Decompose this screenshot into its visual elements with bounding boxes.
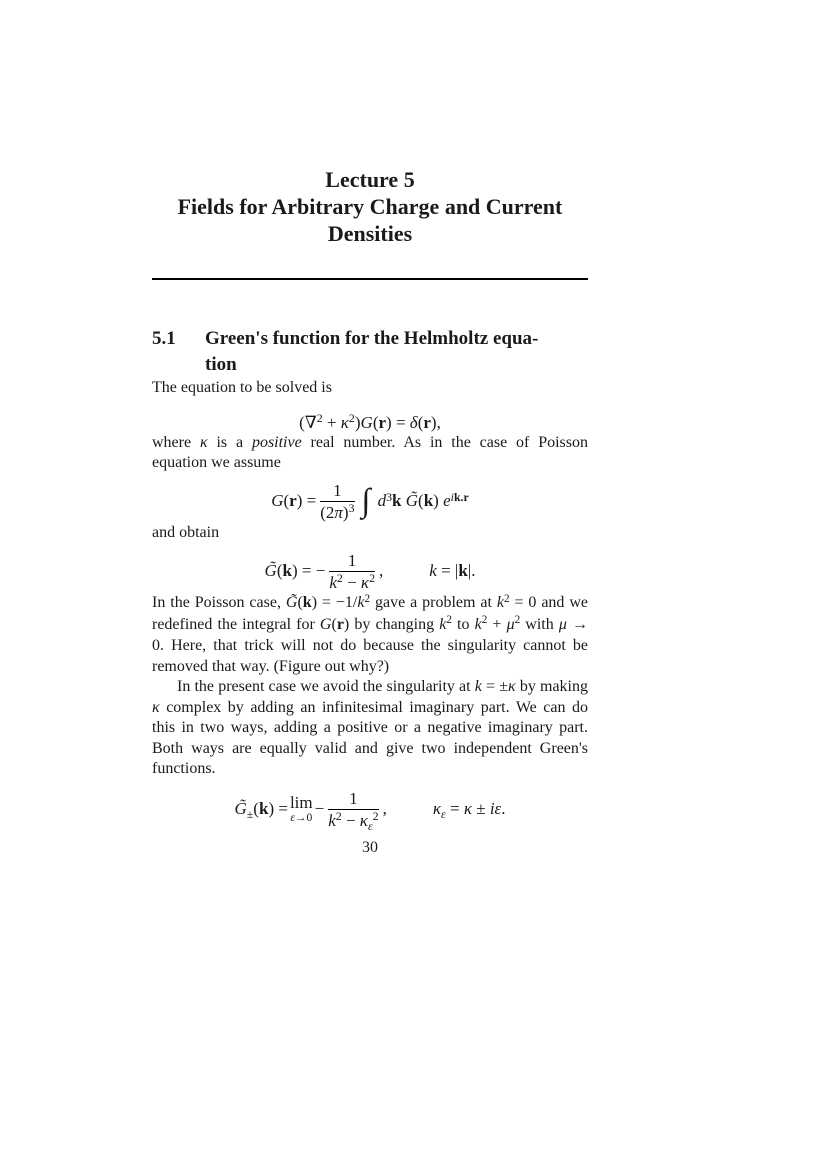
equation-fourier-transform [152, 480, 588, 524]
section-heading [152, 326, 588, 378]
paragraph-poisson-case: In the Poisson case, G̃(k) = $-1/k^2$ gave a problem at $k^2 = 0$ and we redefined the integral for G(r) by changing $k^2$ to $k^2 + \mu^2$ with μ → 0. Here, that trick will not do because the singularity cannot be removed that way. (Figure out why?) [152, 592, 589, 675]
fraction-numerator: 1 [347, 550, 357, 570]
title-rule [152, 278, 588, 280]
chapter-title-line-3: Densities [327, 221, 413, 246]
fraction-denominator: $k^2 - \kappa_\varepsilon^2$ [328, 809, 379, 833]
limit-subscript: ε→0 [290, 811, 313, 825]
section-number: 5.1 [152, 328, 176, 349]
equation-gpm-minus: − [314, 799, 325, 819]
chapter-title [152, 166, 588, 247]
fraction-one-over-k2-kappa2 [329, 550, 375, 594]
equation-helmholtz [152, 413, 588, 433]
equation-helmholtz-body: $(\nabla^2 + \kappa^2)G(r) = \delta(r)$, [299, 411, 441, 432]
paragraph-where-kappa: where κ is a positive real number. As in the case of Poisson equation we assume [152, 433, 588, 471]
equation-gtilde [152, 550, 588, 594]
section-title [205, 326, 538, 378]
integral-sign: ∫ [361, 482, 371, 519]
equation-gtilde-condition: k = |k|. [429, 561, 476, 581]
limit-word: lim [289, 793, 313, 813]
equation-gtilde-comma: , [379, 561, 384, 581]
equation-gpm-lhs: $G̃_\pm(k)$ = [234, 799, 288, 822]
chapter-title-line-1: Lecture 5 [325, 167, 415, 192]
fraction-numerator: 1 [349, 788, 358, 808]
equation-gtilde-lhs: G̃(k) = − [264, 561, 326, 581]
equation-gpm-comma: , [382, 799, 387, 819]
chapter-title-line-2: Fields for Arbitrary Charge and Current [177, 194, 563, 219]
equation-gtilde-plus-minus [152, 788, 588, 832]
text-column [152, 166, 588, 857]
fraction-one-over-2pi-cubed [320, 480, 354, 524]
fraction-numerator: 1 [333, 480, 342, 500]
fraction-denominator: $(2\pi)^3$ [320, 501, 355, 522]
equation-fourier-rhs: $d^3k$ G̃(k) $e^{ik.r}$ [377, 489, 469, 511]
equation-gpm-condition: $\kappa_\varepsilon = \kappa \pm i\varepsilon$. [432, 799, 506, 822]
section-title-line-1: Green's function for the Helmholtz equa- [205, 328, 539, 349]
fraction-one-over-k2-kappa-eps2 [328, 788, 378, 832]
paragraph-present-case: In the present case we avoid the singularity at k = ±κ by making κ complex by adding an infinitesimal imaginary part. We can do this in two ways, adding a positive or a negative imaginary part. Both ways are equally valid and give two independent Green's functions. [152, 678, 588, 777]
page-number: 30 [362, 839, 378, 856]
fraction-denominator: $k^2 - \kappa^2$ [329, 571, 376, 592]
section-title-line-2: tion [205, 354, 237, 375]
paragraph-and-obtain: and obtain [152, 524, 220, 541]
limit-operator [290, 794, 313, 824]
paragraph-intro: The equation to be solved is [152, 379, 332, 396]
equation-fourier-lhs: G(r) = [271, 491, 317, 511]
